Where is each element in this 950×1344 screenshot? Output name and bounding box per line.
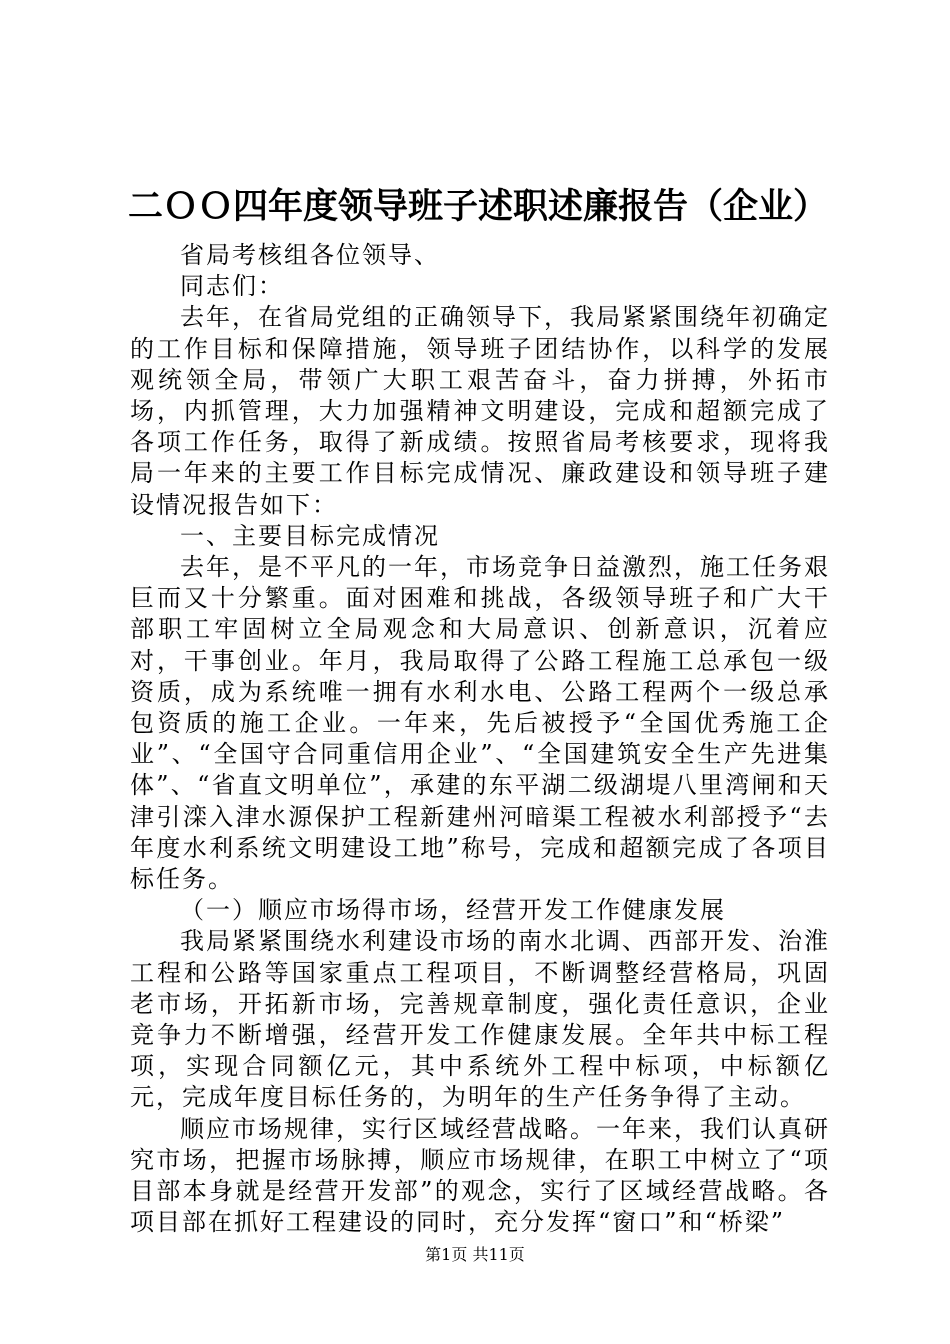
document-body [130, 240, 830, 1239]
document-title: 二ＯＯ四年度领导班子述职述廉报告（企业） [128, 186, 829, 227]
body-paragraph: 去年，是不平凡的一年，市场竞争日益激烈，施工任务艰巨而又十分繁重。面对困难和挑战，各级领导班子和广大干部职工牢固树立全局观念和大局意识、创新意识，沉着应对，干事创业。年月，我局取得了公路工程施工总承包一级资质，成为系统唯一拥有水利水电、公路工程两个一级总承包资质的施工企业。一年来，先后被授予“全国优秀施工企业”、“全国守合同重信用企业”、“全国建筑安全生产先进集体”、“省直文明单位”，承建的东平湖二级湖堤八里湾闸和天津引滦入津水源保护工程新建州河暗渠工程被水利部授予“去年度水利系统文明建设工地”称号，完成和超额完成了各项目标任务。 [130, 553, 830, 894]
salutation-line: 同志们： [180, 272, 284, 301]
page-number-footer: 第1页 共11页 [425, 1245, 525, 1264]
section-heading: 一、主要目标完成情况 [180, 521, 440, 550]
body-paragraph: 我局紧紧围绕水利建设市场的南水北调、西部开发、治淮工程和公路等国家重点工程项目，不断调整经营格局，巩固老市场，开拓新市场，完善规章制度，强化责任意识，企业竞争力不断增强，经营开发工作健康发展。全年共中标工程项，实现合同额亿元，其中系统外工程中标项，中标额亿元，完成年度目标任务的，为明年的生产任务争得了主动。 [130, 927, 830, 1112]
salutation-line: 省局考核组各位领导、 [180, 241, 440, 269]
body-paragraph: 去年，在省局党组的正确领导下，我局紧紧围绕年初确定的工作目标和保障措施，领导班子团结协作，以科学的发展观统领全局，带领广大职工艰苦奋斗，奋力拼搏，外拓市场，内抓管理，大力加强精神文明建设，完成和超额完成了各项工作任务，取得了新成绩。按照省局考核要求，现将我局一年来的主要工作目标完成情况、廉政建设和领导班子建设情况报告如下： [130, 303, 830, 519]
body-paragraph: 顺应市场规律，实行区域经营战略。一年来，我们认真研究市场，把握市场脉搏，顺应市场规律，在职工中树立了“项目部本身就是经营开发部”的观念，实行了区域经营战略。各项目部在抓好工程建设的同时，充分发挥“窗口”和“桥梁” [130, 1114, 830, 1237]
subsection-heading: （一）顺应市场得市场，经营开发工作健康发展 [180, 896, 726, 925]
